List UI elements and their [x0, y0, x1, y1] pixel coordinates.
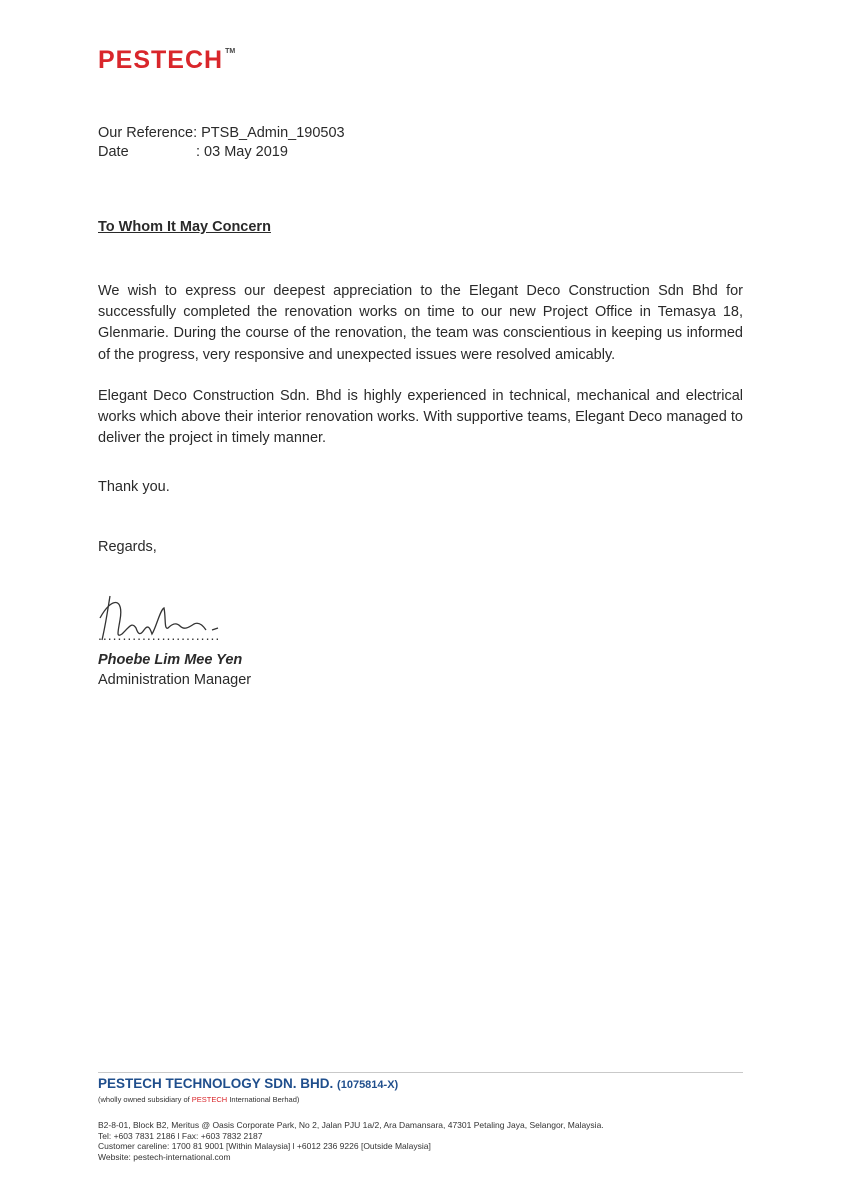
reference-row: [98, 124, 345, 143]
signatory-name: Phoebe Lim Mee Yen: [98, 652, 243, 668]
reference-label: Our Reference:: [98, 125, 198, 141]
body-paragraph-2: Elegant Deco Construction Sdn. Bhd is highly experienced in technical, mechanical and electrical works which above their interior renovation works. With supportive teams, Elegant Deco managed to deliver the project in timely manner.: [98, 388, 743, 447]
footer-careline: Customer careline: 1700 81 9001 [Within Malaysia] l +6012 236 9226 [Outside Malaysia]: [98, 1141, 431, 1151]
footer-contact-block: [98, 1120, 604, 1162]
footer-registration-number: (1075814-X): [337, 1079, 399, 1091]
company-logo: [98, 46, 235, 75]
subsidiary-suffix: International Berhad): [227, 1095, 300, 1104]
signature-line: .........................: [98, 627, 221, 643]
closing-thanks: Thank you.: [98, 479, 170, 495]
footer-company: [98, 1076, 398, 1091]
subsidiary-brand: PESTECH: [191, 1095, 228, 1104]
letter-heading: To Whom It May Concern: [98, 219, 271, 235]
reference-value: PTSB_Admin_190503: [201, 125, 345, 141]
footer-address: B2-8-01, Block B2, Meritus @ Oasis Corporate Park, No 2, Jalan PJU 1a/2, Ara Damansara, 47301 Petaling Jaya, Selangor, Malaysia.: [98, 1120, 604, 1130]
footer-tel-fax: Tel: +603 7831 2186 l Fax: +603 7832 2187: [98, 1130, 263, 1141]
date-row: [98, 143, 345, 162]
signatory-title: Administration Manager: [98, 672, 252, 688]
body-paragraph-1: We wish to express our deepest appreciation to the Elegant Deco Construction Sdn Bhd for successfully completed the renovation works on time to our new Project Office in Temasya 18, Glenmarie. During the course of the renovation, the team was conscientious in keeping us informed of the progress, very responsive and unexpected issues were resolved amicably.: [98, 283, 743, 363]
trademark-mark: TM: [225, 48, 236, 55]
date-label: Date: [98, 144, 129, 160]
subsidiary-prefix: (wholly owned subsidiary of: [98, 1095, 192, 1104]
logo-text: PESTECH: [98, 46, 224, 74]
footer-subsidiary-note: [98, 1095, 299, 1104]
closing-regards: Regards,: [98, 539, 157, 555]
date-value: : 03 May 2019: [196, 144, 288, 160]
footer-divider: [98, 1072, 743, 1073]
footer-company-name: PESTECH TECHNOLOGY SDN. BHD.: [98, 1076, 334, 1091]
reference-block: [98, 124, 345, 162]
footer-website: Website: pestech-international.com: [98, 1151, 231, 1162]
